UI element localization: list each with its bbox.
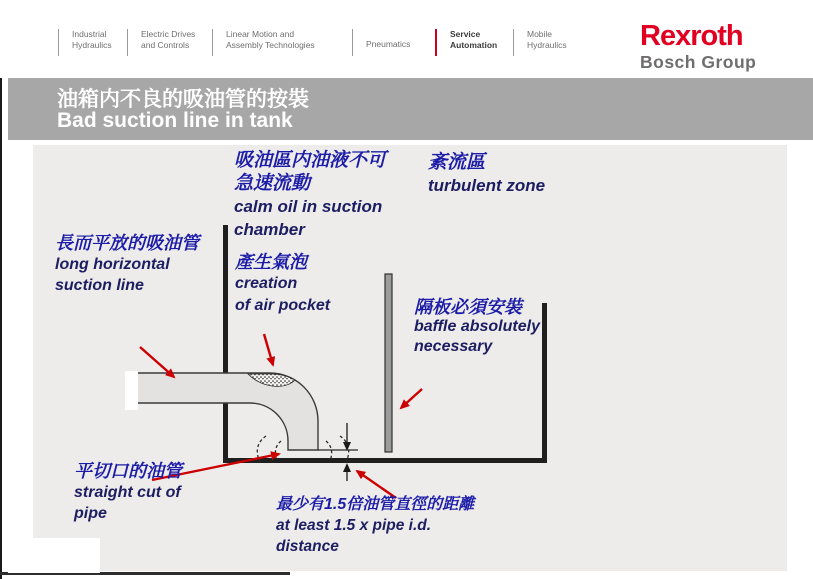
tank-left-wall bbox=[223, 225, 228, 463]
label-calm-oil bbox=[234, 149, 386, 241]
bottom-left-white-patch bbox=[8, 538, 100, 573]
bosch-group-wordmark: Bosch Group bbox=[640, 52, 757, 72]
label-calm-en-line2: chamber bbox=[234, 220, 305, 239]
label-pocket-en-line1: creation bbox=[235, 275, 298, 292]
label-suction-en-line1: long horizontal bbox=[55, 256, 170, 273]
pipe-end-white-patch bbox=[125, 371, 138, 410]
baffle-plate bbox=[385, 274, 392, 452]
division-label: Hydraulics bbox=[72, 39, 112, 50]
label-pocket-en-line2: of air pocket bbox=[235, 297, 331, 314]
label-calm-zh-line1: 吸油區内油液不可 bbox=[234, 150, 387, 171]
label-cut-en-line2: pipe bbox=[74, 505, 107, 522]
label-suction-zh: 長而平放的吸油管 bbox=[55, 233, 199, 253]
label-baffle-necessary bbox=[414, 297, 540, 357]
label-dist-zh: 最少有1.5倍油管直徑的距離 bbox=[276, 496, 475, 513]
division-label: Pneumatics bbox=[366, 39, 411, 49]
label-turbulent-zh: 紊流區 bbox=[428, 152, 486, 173]
label-dist-en-line2: distance bbox=[276, 538, 339, 555]
rexroth-wordmark: Rexroth bbox=[640, 20, 743, 52]
label-calm-en-line1: calm oil in suction bbox=[234, 197, 383, 216]
tank-bottom-wall bbox=[223, 458, 547, 463]
red-arrow-baffle bbox=[401, 389, 422, 408]
division-label: Electric Drives bbox=[141, 29, 196, 39]
label-baffle-en-line2: necessary bbox=[414, 338, 493, 355]
slide-title-en: Bad suction line in tank bbox=[57, 109, 293, 132]
division-label: Industrial bbox=[72, 29, 107, 39]
label-dist-en-line1: at least 1.5 x pipe i.d. bbox=[276, 517, 432, 534]
division-label: Mobile bbox=[527, 29, 553, 39]
red-arrow-air-pocket bbox=[264, 334, 273, 365]
label-turbulent-zone bbox=[428, 151, 545, 197]
label-baffle-zh: 隔板必須安裝 bbox=[414, 297, 522, 317]
label-cut-en-line1: straight cut of bbox=[74, 484, 181, 501]
division-label: Hydraulics bbox=[527, 39, 567, 50]
division-label: Automation bbox=[450, 39, 498, 50]
label-air-pocket bbox=[235, 251, 330, 317]
label-cut-zh: 平切口的油管 bbox=[74, 461, 182, 481]
division-label: Assembly Technologies bbox=[226, 39, 315, 50]
label-baffle-en-line1: baffle absolutely bbox=[414, 318, 540, 335]
division-label: Service bbox=[450, 29, 481, 39]
label-turbulent-en: turbulent zone bbox=[428, 176, 546, 195]
slide-title-zh: 油箱内不良的吸油管的按裝 bbox=[57, 88, 309, 111]
label-min-distance bbox=[276, 494, 474, 557]
tank-right-wall bbox=[542, 303, 547, 463]
label-pocket-zh: 產生氣泡 bbox=[235, 252, 307, 272]
label-suction-en-line2: suction line bbox=[55, 277, 144, 294]
label-long-horizontal-suction-line bbox=[55, 233, 199, 296]
label-straight-cut-pipe bbox=[74, 461, 182, 524]
dimension-arrow bbox=[318, 423, 358, 481]
label-calm-zh-line2: 急速流動 bbox=[234, 173, 311, 194]
division-label: Linear Motion and bbox=[226, 29, 295, 39]
division-label: and Controls bbox=[141, 39, 190, 50]
